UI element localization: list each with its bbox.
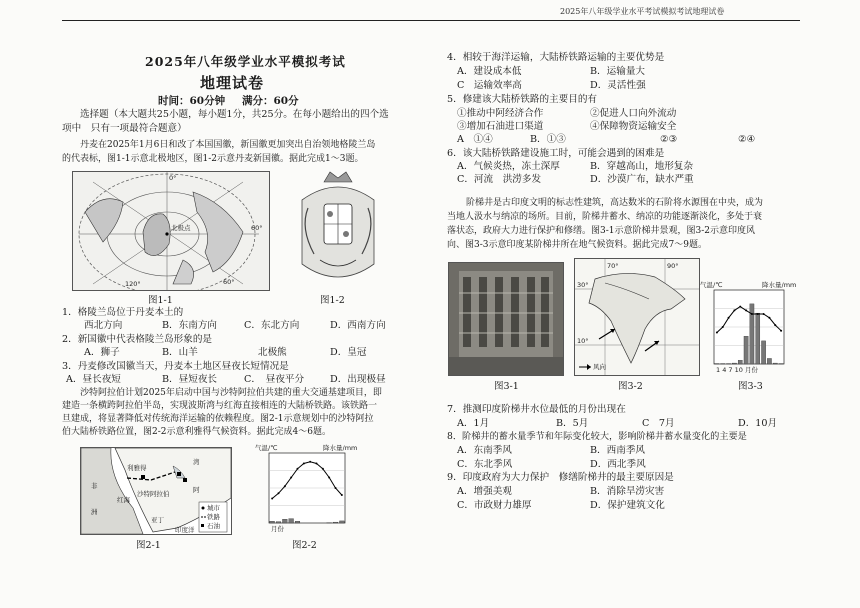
q2-option-a: A．狮子 [84, 347, 120, 358]
label-lon-90: 90° [667, 262, 679, 270]
label-africa: 非 [91, 482, 98, 490]
label-riyadh: 利雅得 [127, 464, 147, 472]
q5-statement-2: ②促进人口向外流动 [590, 108, 677, 119]
q7-option-d: D．10月 [738, 418, 778, 429]
precip-bar [744, 336, 748, 364]
temperature-point [328, 477, 330, 479]
label-saudi: 沙特阿拉伯 [137, 490, 170, 498]
intro1-line2: 的代表标，图1-1示意北极地区，图1-2示意丹麦新国徽。据此完成1～3题。 [62, 154, 364, 164]
q1-option-a: 西北方向 [84, 320, 123, 331]
q4-stem: 4．相较于海洋运输，大陆桥铁路运输的主要优势是 [447, 52, 665, 63]
exam-score: 满分：60分 [242, 95, 299, 107]
q5-option-b: B．①③ [530, 134, 566, 145]
instructions-line-1: 选择题（本大题共25小题，每小题1分，共25分。在每小题给出的四个选 [80, 109, 389, 120]
precip-bar [339, 521, 344, 523]
temperature-point [739, 306, 741, 308]
label-africa-2: 洲 [91, 508, 98, 516]
q4-option-b: B．运输量大 [590, 66, 646, 77]
label-lat-30: 30° [577, 281, 589, 289]
q5-option-d: ②④ [738, 134, 756, 145]
legend-rail: 铁路 [207, 513, 220, 521]
label-lon-70: 70° [607, 262, 619, 270]
stepwell-photo [448, 262, 564, 376]
intro3-line4: 向、图3-3示意印度某阶梯井所在地气候资料。据此完成7～9题。 [447, 240, 707, 250]
q2-option-b: B．山羊 [162, 347, 198, 358]
precip-bar [761, 341, 765, 364]
intro1-line1: 丹麦在2025年1月6日和改了本国国徽，新国徽更加突出自治领地格陵兰岛 [80, 140, 376, 150]
temperature-point [722, 326, 724, 328]
temperature-point [780, 330, 782, 332]
q4-option-c: C 运输效率高 [457, 80, 522, 91]
q9-option-a: A．增强美观 [457, 486, 512, 497]
precip-bar [756, 313, 760, 364]
temperature-point [303, 463, 305, 465]
intro2-line2: 建造一条横跨阿拉伯半岛，实现波斯湾与红海直接相连的大陆桥铁路。该铁路一 [62, 401, 378, 411]
precip-bar [333, 522, 338, 523]
q6-option-b: B．穿越高山，地形复杂 [590, 161, 693, 172]
temperature-point [716, 332, 718, 334]
q6-option-d: D．沙漠广布，缺水严重 [590, 174, 694, 185]
intro3-line2: 当地人汲水与纳凉的场所。目前，阶梯井蓄水、纳凉的功能逐渐淡化，多处于衰 [447, 212, 763, 222]
temperature-point [768, 317, 770, 319]
label-lat-10: 10° [577, 337, 589, 345]
temperature-point [728, 317, 730, 319]
temperature-point [297, 468, 299, 470]
q9-option-c: C．市政财力雄厚 [457, 500, 532, 511]
q1-option-b: B．东南方向 [162, 320, 218, 331]
climate-chart-riyadh [255, 443, 360, 535]
label-asia: 阿 [193, 486, 200, 494]
label-lon-60: 60° [251, 224, 263, 232]
label-lon-120: 120° [125, 280, 141, 288]
q8-option-d: D．西北季风 [590, 459, 646, 470]
q7-option-c: C 7月 [642, 418, 675, 429]
temperature-point [278, 492, 280, 494]
q4-option-a: A．建设成本低 [457, 66, 522, 77]
q6-option-c: C．河流 洪涝多发 [457, 174, 542, 185]
label-lat-60: 60° [223, 278, 235, 286]
q8-option-b: B．西南季风 [590, 445, 646, 456]
temperature-point [774, 324, 776, 326]
q8-option-c: C．东北季风 [457, 459, 513, 470]
exam-subject: 地理试卷 [200, 74, 265, 92]
intro2-line1: 沙特阿拉伯计划2025年启动中国与沙特阿拉伯共建的重大交通基建项目，即 [80, 388, 382, 398]
y-axis-label-precip: 降水量/mm [762, 281, 797, 289]
precip-bar [282, 519, 287, 523]
q2-option-d: D．皇冠 [330, 347, 367, 358]
q9-option-d: D．保护建筑文化 [590, 500, 665, 511]
q3-stem: 3．丹麦修改国徽当天，丹麦本土地区昼夜长短情况是 [62, 361, 289, 372]
precip-bar [732, 363, 736, 364]
caption-fig-3-1: 图3-1 [494, 381, 519, 392]
temperature-point [290, 477, 292, 479]
label-indian-ocean: 印度洋 [175, 526, 195, 534]
temperature-point [271, 498, 273, 500]
exam-time: 时间：60分钟 [158, 95, 226, 107]
q8-stem: 8．阶梯井的蓄水量季节和年际变化较大，影响阶梯井蓄水量变化的主要是 [447, 431, 747, 442]
temperature-point [341, 494, 343, 496]
label-wind: 风向 [593, 363, 606, 371]
temperature-point [322, 468, 324, 470]
q5-statement-3: ③增加石油进口渠道 [457, 121, 544, 132]
caption-fig-1-2: 图1-2 [320, 295, 345, 306]
q2-stem: 2．新国徽中代表格陵兰岛形象的是 [62, 334, 213, 345]
label-aden: 亚丁 [151, 516, 164, 524]
q6-stem: 6．该大陆桥铁路建设施工时，可能会遇到的困难是 [447, 148, 665, 159]
q9-option-b: B．消除旱涝灾害 [590, 486, 665, 497]
x-axis-label: 1 4 7 10 月份 [716, 366, 758, 374]
q5-statement-1: ①推动中阿经济合作 [457, 108, 544, 119]
caption-fig-3-3: 图3-3 [738, 381, 763, 392]
exam-title: 2025年八年级学业水平模拟考试 [145, 54, 346, 69]
q1-stem: 1．格陵兰岛位于丹麦本土的 [62, 307, 184, 318]
q3-option-a: A．昼长夜短 [66, 374, 121, 385]
q5-option-c: ②③ [660, 134, 678, 145]
label-persian-gulf: 湾 [193, 458, 200, 466]
q7-option-a: A．1月 [457, 418, 490, 429]
legend-city: 城市 [207, 504, 220, 512]
precip-bar [276, 522, 281, 523]
label-lon-0: 0° [169, 174, 177, 182]
caption-fig-2-2: 图2-2 [292, 540, 317, 551]
q5-stem: 5．修建该大陆桥铁路的主要目的有 [447, 94, 598, 105]
q5-statement-4: ④保障物资运输安全 [590, 121, 677, 132]
temperature-point [751, 313, 753, 315]
precip-bar [289, 519, 294, 523]
q3-option-d: D．出现极昼 [330, 374, 386, 385]
temperature-point [335, 487, 337, 489]
precip-bar [767, 358, 771, 364]
q8-option-a: A．东南季风 [457, 445, 512, 456]
y-axis-label-precip: 降水量/mm [323, 444, 358, 452]
temperature-point [763, 313, 765, 315]
label-north-pole: 北极点 [171, 224, 191, 232]
q2-option-c: 北极熊 [258, 347, 287, 358]
y-axis-label-temp: 气温/℃ [700, 281, 723, 289]
temperature-point [316, 463, 318, 465]
arctic-map [72, 171, 270, 291]
temperature-point [309, 461, 311, 463]
climate-chart-india [700, 280, 800, 376]
label-red-sea: 红海 [117, 496, 130, 504]
temperature-point [757, 313, 759, 315]
intro2-line3: 旦建成，将显著降低对传统海洋运输的依赖程度。图2-1示意规划中的沙特阿拉 [62, 414, 374, 424]
legend-oil: 石油 [207, 522, 220, 530]
arabia-map [80, 447, 232, 535]
precip-bar [270, 521, 275, 523]
intro3-line1: 阶梯井是古印度文明的标志性建筑，高达数米的石阶将水源围在中央，成为 [466, 198, 764, 208]
precip-bar [773, 363, 777, 364]
q1-option-d: D．西南方向 [330, 320, 386, 331]
temperature-point [745, 309, 747, 311]
q6-option-a: A．气候炎热，冻土深厚 [457, 161, 560, 172]
q7-option-b: B．5月 [556, 418, 589, 429]
q4-option-d: D．灵活性强 [590, 80, 646, 91]
x-axis-label: 月份 [271, 525, 284, 533]
q1-option-c: C．东北方向 [244, 320, 300, 331]
header-rule [62, 20, 800, 21]
caption-fig-2-1: 图2-1 [136, 540, 161, 551]
temperature-point [284, 485, 286, 487]
q3-option-b: B．昼短夜长 [162, 374, 218, 385]
precip-bar [738, 360, 742, 364]
coat-of-arms [290, 168, 386, 290]
intro3-line3: 落状态，政府大力进行保护和修缮。图3-1示意阶梯井景观，图3-2示意印度风 [447, 226, 755, 236]
caption-fig-3-2: 图3-2 [618, 381, 643, 392]
india-wind-map [574, 258, 700, 376]
caption-fig-1-1: 图1-1 [148, 295, 173, 306]
q5-option-a: A ①④ [457, 134, 493, 145]
intro2-line4: 伯大陆桥铁路位置，图2-2示意利雅得气候资料。据此完成4～6题。 [62, 427, 331, 437]
precip-bar [295, 521, 300, 523]
y-axis-label-temp: 气温/℃ [255, 444, 278, 452]
q7-stem: 7．推测印度阶梯井水位最低的月份出现在 [447, 404, 626, 415]
instructions-line-2: 项中 只有一项最符合题意） [62, 123, 187, 134]
temperature-point [733, 309, 735, 311]
q9-stem: 9．印度政府为大力保护 修缮阶梯井的最主要原因是 [447, 472, 674, 483]
q3-option-c: C． 昼夜平分 [244, 374, 305, 385]
running-header: 2025年八年级学业水平考试模拟考试地理试卷 [560, 7, 725, 16]
